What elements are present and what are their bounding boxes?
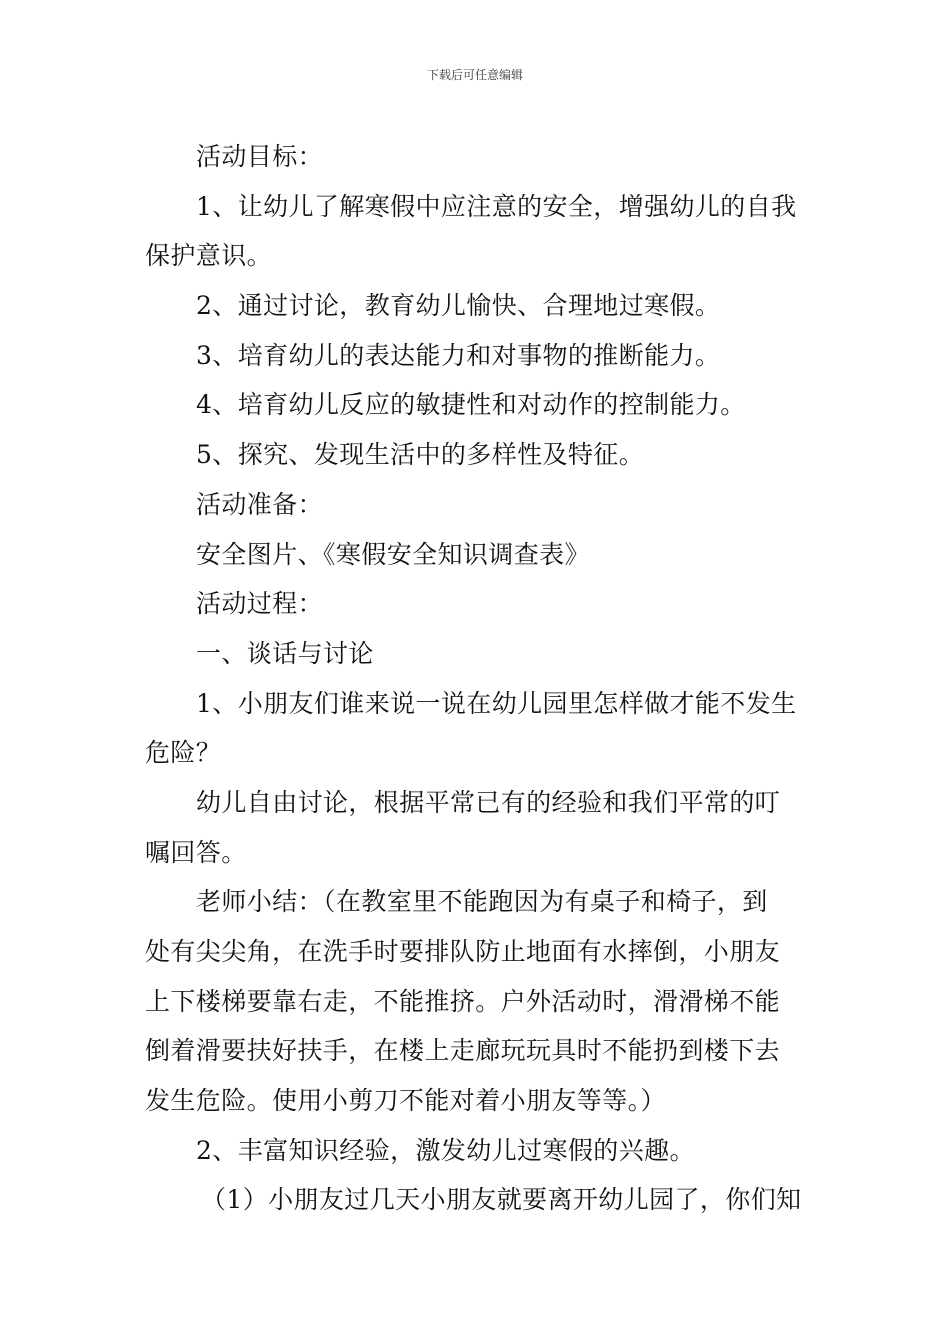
paragraph-line: 老师小结：（在教室里不能跑因为有桌子和椅子，到 [196, 887, 768, 917]
paragraph-line: （1）小朋友过几天小朋友就要离开幼儿园了，你们知 [201, 1185, 802, 1215]
section-heading-preparation: 活动准备： [196, 489, 324, 519]
subsection-heading: 一、谈话与讨论 [196, 638, 374, 668]
paragraph-line: 5、探究、发现生活中的多样性及特征。 [196, 440, 645, 470]
paragraph-line: 上下楼梯要靠右走，不能推挤。户外活动时，滑滑梯不能 [145, 986, 781, 1016]
paragraph-line: 1、小朋友们谁来说一说在幼儿园里怎样做才能不发生 [196, 688, 797, 718]
paragraph-line: 倒着滑要扶好扶手，在楼上走廊玩玩具时不能扔到楼下去 [145, 1036, 781, 1066]
paragraph-line: 1、让幼儿了解寒假中应注意的安全，增强幼儿的自我 [196, 191, 797, 221]
document-body [145, 132, 810, 1225]
paragraph-line: 处有尖尖角，在洗手时要排队防止地面有水摔倒，小朋友 [145, 937, 781, 966]
paragraph-line: 4、培育幼儿反应的敏捷性和对动作的控制能力。 [196, 390, 746, 420]
paragraph-line: 保护意识。 [145, 241, 273, 271]
paragraph-line: 2、通过讨论，教育幼儿愉快、合理地过寒假。 [196, 291, 721, 321]
page-header-note: 下载后可任意编辑 [426, 68, 523, 82]
section-heading-process: 活动过程： [196, 589, 324, 619]
paragraph-line: 安全图片、《寒假安全知识调查表》 [196, 539, 590, 569]
paragraph-line: 3、培育幼儿的表达能力和对事物的推断能力。 [196, 340, 721, 370]
paragraph-line: 2、丰富知识经验，激发幼儿过寒假的兴趣。 [196, 1135, 695, 1165]
paragraph-line: 幼儿自由讨论，根据平常已有的经验和我们平常的叮 [196, 787, 781, 817]
paragraph-line: 危险？ [145, 738, 222, 768]
paragraph-line: 发生危险。使用小剪刀不能对着小朋友等等。） [145, 1086, 666, 1116]
paragraph-line: 嘱回答。 [145, 837, 247, 867]
section-heading-goals: 活动目标： [196, 142, 324, 171]
